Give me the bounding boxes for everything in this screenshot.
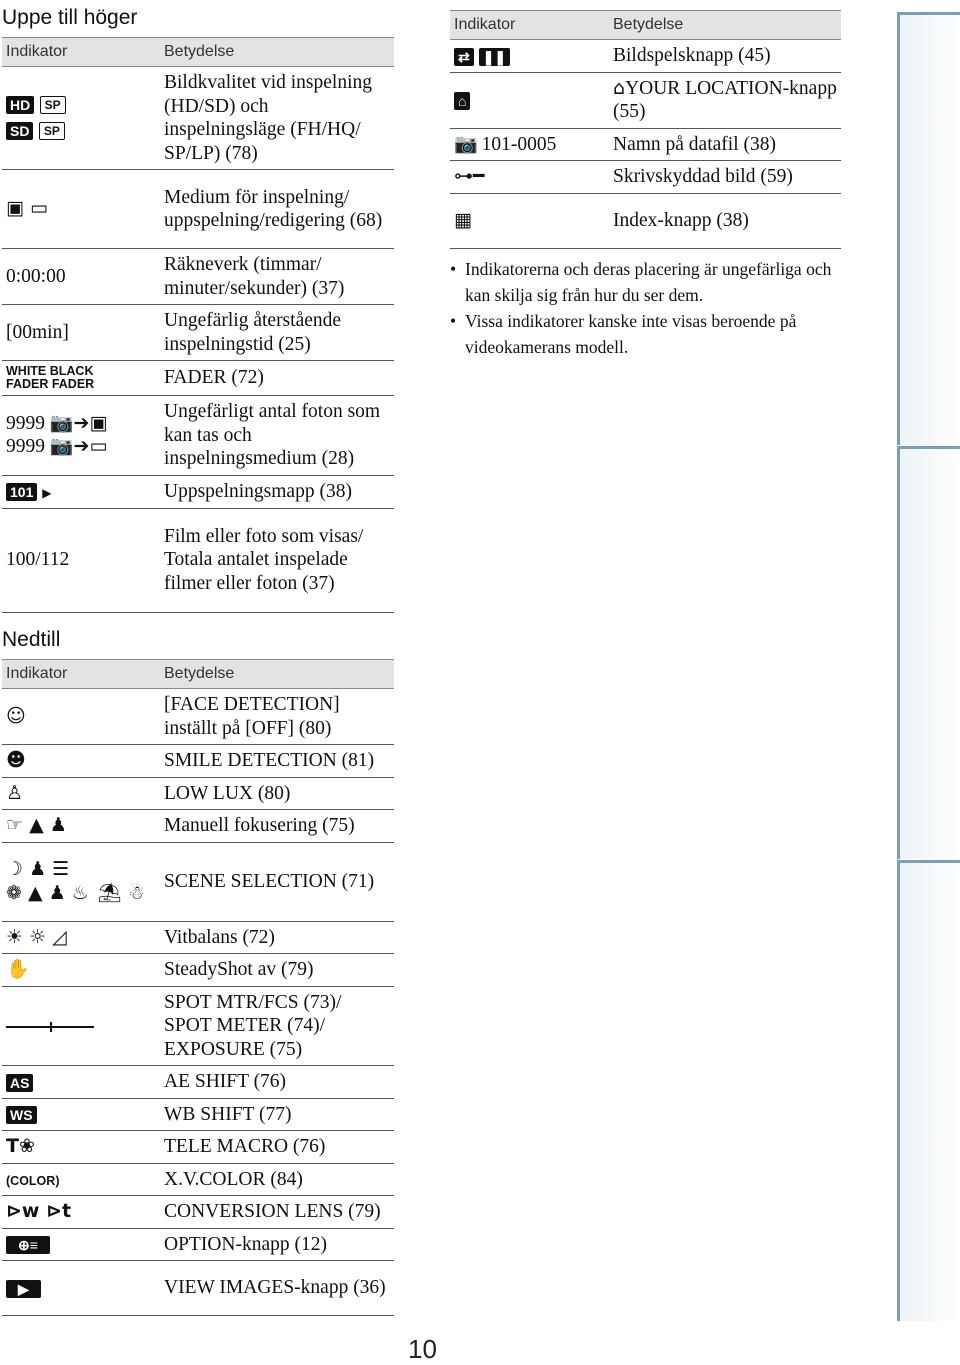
- tele-macro-icon: T❀: [2, 1131, 160, 1164]
- header-meaning: Betydelse: [160, 660, 394, 689]
- table-header: [450, 11, 841, 40]
- table-row: [2, 1131, 394, 1164]
- photo-count-icon: 9999 📷➔▣ 9999 📷➔▭: [2, 396, 160, 476]
- meaning-text: X.V.COLOR (84): [160, 1163, 394, 1196]
- table-row: [2, 361, 394, 396]
- meaning-text: FADER (72): [160, 361, 394, 396]
- header-indicator: Indikator: [450, 11, 609, 40]
- meaning-text: SCENE SELECTION (71): [160, 842, 394, 921]
- meaning-text: VIEW IMAGES-knapp (36): [160, 1261, 394, 1316]
- table-row: [2, 305, 394, 361]
- low-lux-icon: ♙: [2, 777, 160, 810]
- your-location-icon: ⌂: [450, 72, 609, 128]
- upper-right-table: [2, 37, 394, 613]
- scene-selection-icon: ☽ ♟ ☰ ❁ ▲ ♟ ♨ ⛱ ☃: [2, 842, 160, 921]
- table-row: [2, 745, 394, 778]
- meaning-text: SPOT MTR/FCS (73)/ SPOT METER (74)/ EXPOSURE (75): [160, 986, 394, 1066]
- meaning-text: Räkneverk (timmar/ minuter/sekunder) (37): [160, 249, 394, 305]
- header-meaning: Betydelse: [609, 11, 841, 40]
- face-detection-off-icon: ☺: [2, 689, 160, 745]
- notes-list: [450, 256, 850, 360]
- index-icon: ▦: [450, 193, 609, 248]
- section-title-bottom: Nedtill: [2, 628, 61, 651]
- table-row: [2, 954, 394, 987]
- table-row: [2, 67, 394, 170]
- meaning-text: Bildkvalitet vid inspelning (HD/SD) och inspelningsläge (FH/HQ/ SP/LP) (78): [160, 67, 394, 170]
- hd-sp-icon: HD SP SD SP: [2, 67, 160, 170]
- table-row: [2, 475, 394, 508]
- side-tab-middle: [897, 446, 960, 859]
- header-indicator: Indikator: [2, 660, 160, 689]
- table-row: [450, 161, 841, 194]
- slideshow-icon: ⇄ ❚❚: [450, 40, 609, 73]
- key-icon: ⊶━: [450, 161, 609, 194]
- bottom-table: [2, 659, 394, 1316]
- conversion-lens-icon: ⊳w ⊳t: [2, 1196, 160, 1229]
- ae-shift-icon: AS: [2, 1066, 160, 1099]
- meaning-text: WB SHIFT (77): [160, 1098, 394, 1131]
- counter-value: 0:00:00: [2, 249, 160, 305]
- playback-folder-icon: 101 ▶: [2, 475, 160, 508]
- meaning-text: Index-knapp (38): [609, 193, 841, 248]
- table-row: [2, 1163, 394, 1196]
- table-row: [2, 810, 394, 843]
- xvcolor-icon: (COLOR): [2, 1163, 160, 1196]
- fader-icon: WHITE BLACK FADER FADER: [2, 361, 160, 396]
- meaning-text: OPTION-knapp (12): [160, 1228, 394, 1261]
- side-tab-lower: [897, 860, 960, 1321]
- meaning-text: Namn på datafil (38): [609, 128, 841, 161]
- media-icon: ▣ ▭: [2, 170, 160, 249]
- side-tab-upper: [897, 12, 960, 445]
- your-location-icon: ⌂: [613, 76, 626, 99]
- meaning-text: Skrivskyddad bild (59): [609, 161, 841, 194]
- spot-meter-slider-icon: [2, 986, 160, 1066]
- table-row: [2, 170, 394, 249]
- page-number: 10: [408, 1334, 437, 1364]
- table-row: [450, 128, 841, 161]
- upper-right-table-2: [450, 10, 841, 249]
- table-row: [2, 1228, 394, 1261]
- meaning-text: Film eller foto som visas/ Totala antalet inspelade filmer eller foton (37): [160, 508, 394, 612]
- header-indicator: Indikator: [2, 38, 160, 67]
- meaning-text: AE SHIFT (76): [160, 1066, 394, 1099]
- white-balance-icon: ☀ ☼ ◿: [2, 921, 160, 954]
- meaning-text: TELE MACRO (76): [160, 1131, 394, 1164]
- meaning-text: Bildspelsknapp (45): [609, 40, 841, 73]
- table-row: [2, 689, 394, 745]
- table-row: [2, 1098, 394, 1131]
- meaning-text: Ungefärlig återstående inspelningstid (25): [160, 305, 394, 361]
- meaning-text: LOW LUX (80): [160, 777, 394, 810]
- table-row: [2, 842, 394, 921]
- movie-photo-count: 100/112: [2, 508, 160, 612]
- meaning-text: Ungefärligt antal foton som kan tas och inspelningsmedium (28): [160, 396, 394, 476]
- meaning-text: CONVERSION LENS (79): [160, 1196, 394, 1229]
- camera-icon: 📷: [454, 132, 478, 155]
- table-row: [2, 249, 394, 305]
- meaning-text: [FACE DETECTION] inställt på [OFF] (80): [160, 689, 394, 745]
- list-item: • Vissa indikatorer kanske inte visas beroende på videokamerans modell.: [450, 308, 850, 360]
- wb-shift-icon: WS: [2, 1098, 160, 1131]
- steadyshot-off-icon: ✋: [2, 954, 160, 987]
- table-row: [2, 1196, 394, 1229]
- table-row: [2, 508, 394, 612]
- table-row: [2, 921, 394, 954]
- table-header: [2, 38, 394, 67]
- meaning-text: Vitbalans (72): [160, 921, 394, 954]
- table-row: [450, 193, 841, 248]
- list-item: • Indikatorerna och deras placering är ungefärliga och kan skilja sig från hur du ser dem.: [450, 256, 850, 308]
- meaning-text: Medium för inspelning/ uppspelning/redigering (68): [160, 170, 394, 249]
- meaning-text: Manuell fokusering (75): [160, 810, 394, 843]
- table-header: [2, 660, 394, 689]
- section-title-upper-right: Uppe till höger: [2, 6, 138, 29]
- meaning-text: YOUR LOCATION-knapp (55): [613, 77, 837, 122]
- table-row: [2, 986, 394, 1066]
- header-meaning: Betydelse: [160, 38, 394, 67]
- meaning-text: SMILE DETECTION (81): [160, 745, 394, 778]
- option-icon: ⊕≡: [2, 1228, 160, 1261]
- table-row: [2, 1066, 394, 1099]
- table-row: [2, 1261, 394, 1316]
- file-number: 101-0005: [481, 133, 557, 155]
- table-row: [450, 40, 841, 73]
- table-row: [2, 396, 394, 476]
- remaining-time-value: [00min]: [2, 305, 160, 361]
- meaning-text: SteadyShot av (79): [160, 954, 394, 987]
- view-images-icon: ▶: [2, 1261, 160, 1316]
- meaning-text: Uppspelningsmapp (38): [160, 475, 394, 508]
- smile-detection-icon: ☻: [2, 745, 160, 778]
- table-row: [2, 777, 394, 810]
- manual-focus-icon: ☞ ▲ ♟: [2, 810, 160, 843]
- table-row: [450, 72, 841, 128]
